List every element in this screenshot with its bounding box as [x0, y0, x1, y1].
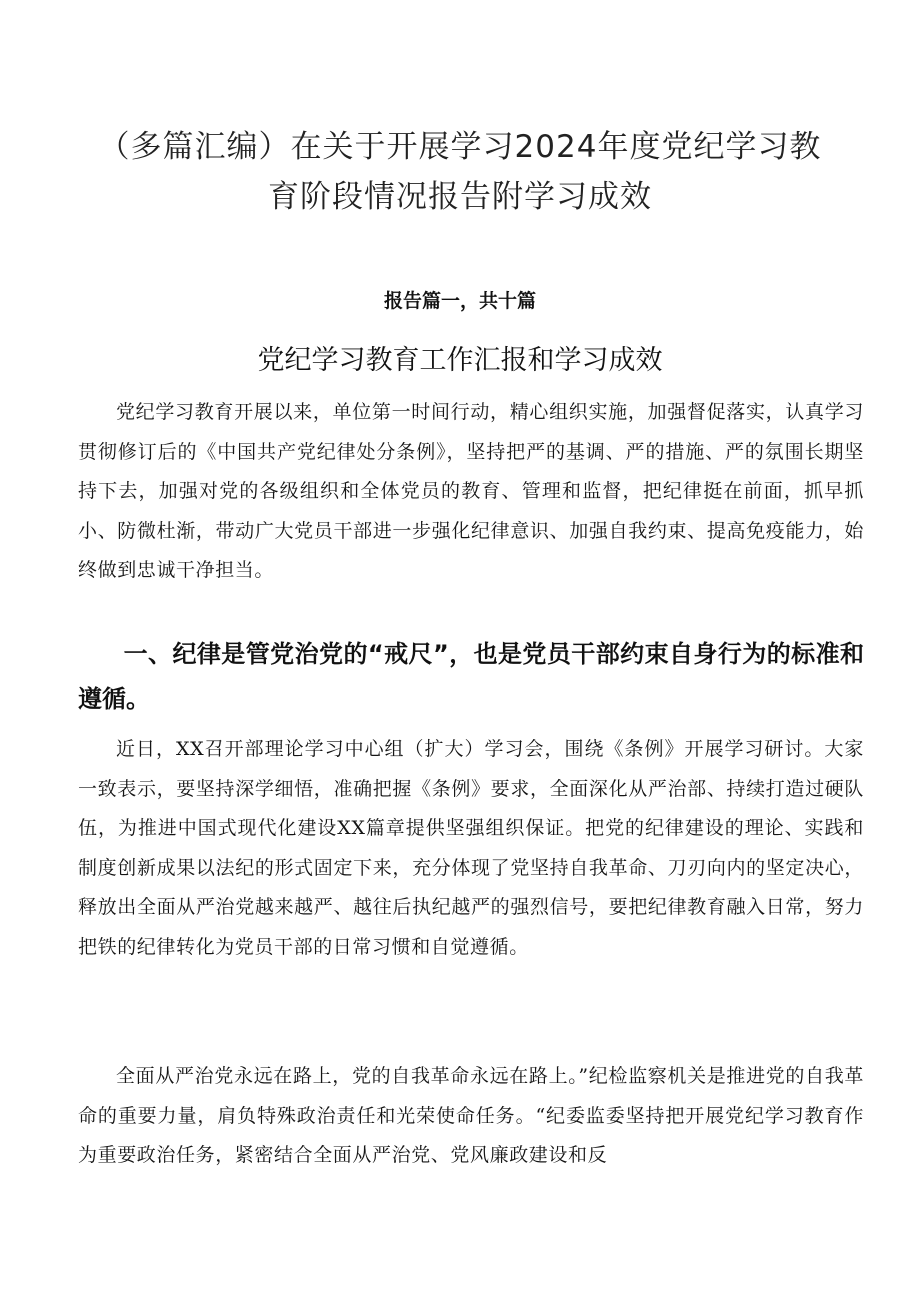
section-heading-1: 一、纪律是管党治党的“戒尺”，也是党员干部约束自身行为的标准和遵循。 — [78, 640, 864, 713]
document-title-line-1: （多篇汇编）在关于开展学习2024年度党纪学习教 — [98, 129, 822, 165]
document-title-line-2: 育阶段情况报告附学习成效 — [268, 179, 652, 215]
paragraph-intro: 党纪学习教育开展以来，单位第一时间行动，精心组织实施，加强督促落实，认真学习贯彻修订后的《中国共产党纪律处分条例》，坚持把严的基调、严的措施、严的氛围长期坚持下去，加强对党的各级组织和全体党员的教育、管理和监督，把纪律挺在前面，抓早抓小、防微杜渐，带动广大党员干部进一步强化纪律意识、加强自我约束、提高免疫能力，始终做到忠诚干净担当。 — [78, 401, 864, 581]
section-kicker: 报告篇一，共十篇 — [383, 290, 536, 312]
report-title: 党纪学习教育工作汇报和学习成效 — [257, 345, 663, 376]
document-title — [70, 122, 850, 222]
paragraph-study-meeting: 近日，XX召开部理论学习中心组（扩大）学习会，围绕《条例》开展学习研讨。大家一致表示，要坚持深学细悟，准确把握《条例》要求，全面深化从严治部、持续打造过硬队伍，为推进中国式现代化建设XX篇章提供坚强组织保证。把党的纪律建设的理论、实践和制度创新成果以法纪的形式固定下来，充分体现了党坚持自我革命、刀刃向内的坚定决心，释放出全面从严治党越来越严、越往后执纪越严的强烈信号，要把纪律教育融入日常，努力把铁的纪律转化为党员干部的日常习惯和自觉遵循。 — [78, 738, 864, 958]
paragraph-self-revolution: 全面从严治党永远在路上，党的自我革命永远在路上。”纪检监察机关是推进党的自我革命的重要力量，肩负特殊政治责任和光荣使命任务。“纪委监委坚持把开展党纪学习教育作为重要政治任务，紧密结合全面从严治党、党风廉政建设和反 — [78, 1065, 864, 1166]
